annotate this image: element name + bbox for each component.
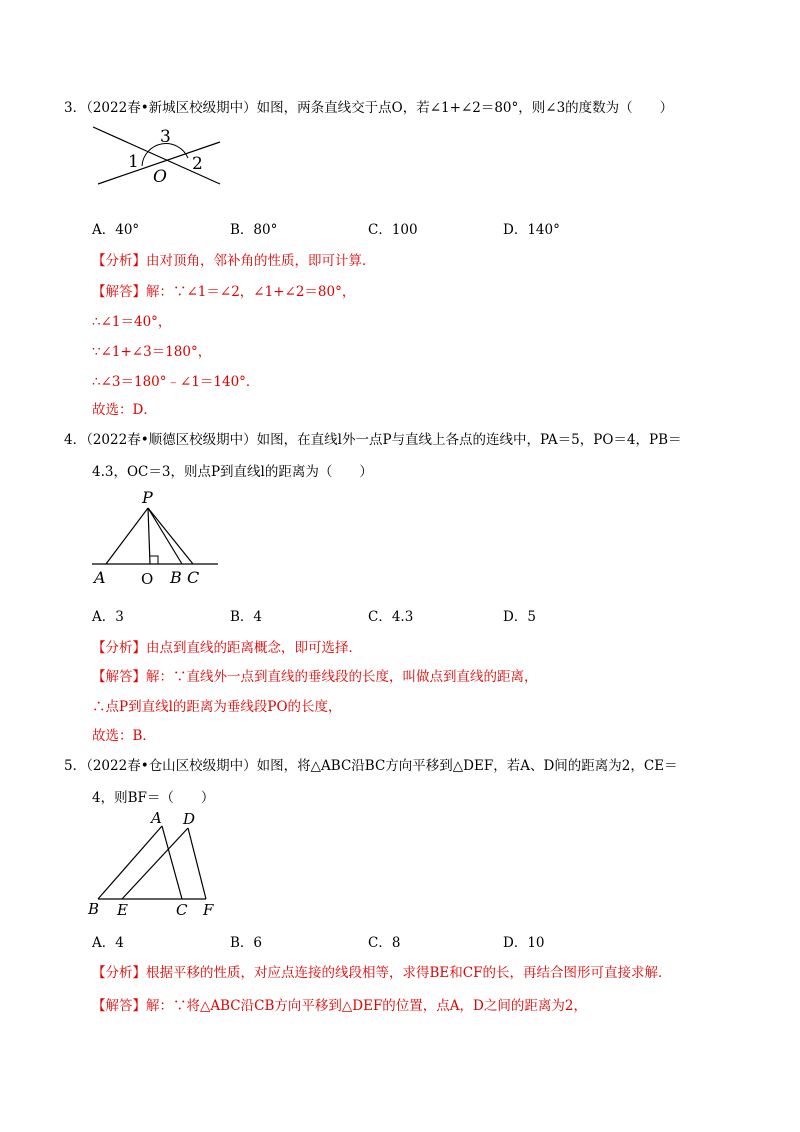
q5-label-b: B xyxy=(88,900,100,918)
q3-solution-4: ∴∠3＝180°﹣∠1＝140°． xyxy=(92,374,260,390)
q5-stem-line2: 4，则BF＝（ ） xyxy=(92,790,215,806)
q4-solution-1: 【解答】解：∵直线外一点到直线的垂线段的长度，叫做点到直线的距离， xyxy=(92,669,538,685)
q3-label-o: O xyxy=(153,167,167,187)
q3-figure xyxy=(90,122,220,192)
q4-option-a: A．3 xyxy=(92,609,124,625)
q3-stem: 3．（2022春•新城区校级期中）如图，两条直线交于点O，若∠1+∠2＝80°，则∠3的度数为（ ） xyxy=(64,100,674,116)
q4-label-a: A xyxy=(94,568,106,587)
q4-analysis: 【分析】由点到直线的距离概念，即可选择． xyxy=(92,640,362,656)
q4-solution-3: 故选：B． xyxy=(92,728,156,744)
q3-label-1: 1 xyxy=(128,152,139,172)
q5-label-c: C xyxy=(176,901,188,919)
q5-label-d: D xyxy=(183,810,196,828)
q4-option-b: B．4 xyxy=(230,609,263,625)
q3-solution-1: 【解答】解：∵∠1＝∠2，∠1+∠2＝80°， xyxy=(92,284,356,300)
q3-option-a: A．40° xyxy=(92,222,140,238)
q4-option-c: C．4.3 xyxy=(368,609,414,625)
q5-stem-line1: 5．（2022春•仓山区校级期中）如图，将△ABC沿BC方向平移到△DEF，若A、D间的距离为2，CE＝ xyxy=(64,758,678,774)
q3-option-c: C．100 xyxy=(368,222,418,238)
q3-option-d: D．140° xyxy=(503,222,560,238)
q4-solution-2: ∴点P到直线l的距离为垂线段PO的长度， xyxy=(92,699,342,715)
q4-label-o: O xyxy=(141,570,154,588)
q4-stem-line2: 4.3，OC＝3，则点P到直线l的距离为（ ） xyxy=(92,464,373,480)
q3-solution-2: ∴∠1＝40°， xyxy=(92,314,172,330)
q3-analysis: 【分析】由对顶角，邻补角的性质，即可计算． xyxy=(92,253,376,269)
q3-solution-5: 故选：D． xyxy=(92,402,157,418)
q4-label-b: B xyxy=(170,568,182,587)
q5-label-a: A xyxy=(151,809,162,827)
q4-option-d: D．5 xyxy=(503,609,536,625)
q5-label-e: E xyxy=(117,901,128,919)
q4-figure xyxy=(90,488,220,588)
q5-figure xyxy=(88,809,228,922)
q3-option-b: B．80° xyxy=(230,222,278,238)
q4-stem-line1: 4．（2022春•顺德区校级期中）如图，在直线l外一点P与直线上各点的连线中，PA＝5，PO＝4，PB＝ xyxy=(64,432,682,448)
q5-option-c: C．8 xyxy=(368,935,401,951)
q5-option-d: D．10 xyxy=(503,935,545,951)
q3-label-3: 3 xyxy=(160,127,171,147)
q5-solution-1: 【解答】解：∵将△ABC沿CB方向平移到△DEF的位置，点A，D之间的距离为2， xyxy=(92,998,587,1014)
q4-label-p: P xyxy=(142,488,153,507)
q5-analysis: 【分析】根据平移的性质，对应点连接的线段相等，求得BE和CF的长，再结合图形可直接求解． xyxy=(92,965,672,981)
q3-solution-3: ∵∠1+∠3＝180°， xyxy=(92,344,212,360)
q3-label-2: 2 xyxy=(192,154,203,174)
q5-label-f: F xyxy=(203,901,214,919)
q4-label-c: C xyxy=(187,568,200,587)
q5-option-a: A．4 xyxy=(92,935,124,951)
q5-option-b: B．6 xyxy=(230,935,263,951)
